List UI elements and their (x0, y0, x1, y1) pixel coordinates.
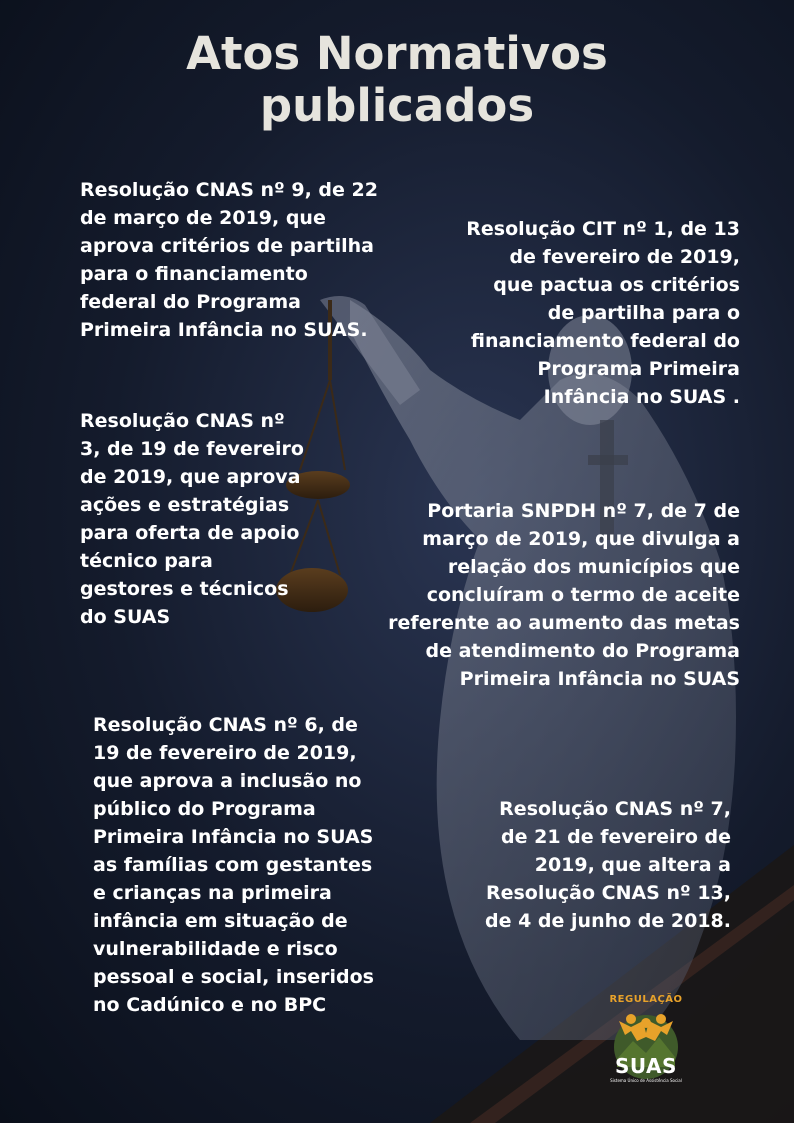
act-line: 19 de fevereiro de 2019, (93, 742, 357, 764)
act-line: ações e estratégias (80, 494, 290, 516)
act-line: Resolução CNAS nº 7, (499, 798, 731, 820)
act-line: relação dos municípios que (447, 556, 740, 578)
act-line: 2019, que altera a (534, 854, 731, 876)
act-line: no Cadúnico e no BPC (93, 994, 327, 1016)
act-line: do SUAS (80, 606, 171, 628)
act-resolucao-cnas-9 (80, 176, 378, 344)
act-line: as famílias com gestantes (93, 854, 373, 876)
act-line: Resolução CNAS nº 13, (485, 882, 731, 904)
act-line: Primeira Infância no SUAS (93, 826, 374, 848)
act-line: e crianças na primeira (93, 882, 332, 904)
act-line: março de 2019, que divulga a (422, 528, 740, 550)
act-resolucao-cit-1 (466, 215, 740, 411)
logo-top-label: REGULAÇÃO (609, 994, 683, 1005)
act-line: de atendimento do Programa (425, 640, 740, 662)
act-line: de março de 2019, que (80, 207, 326, 229)
logo-subtitle: Sistema Único de Assistência Social (610, 1078, 682, 1083)
act-line: gestores e técnicos (80, 578, 289, 600)
act-line: Primeira Infância no SUAS. (80, 319, 368, 341)
act-line: infância em situação de (93, 910, 348, 932)
title-line: Atos Normativos (186, 27, 608, 80)
act-line: federal do Programa (80, 291, 301, 313)
title-line: publicados (259, 79, 535, 132)
act-line: referente ao aumento das metas (388, 612, 740, 634)
act-line: público do Programa (93, 798, 316, 820)
act-line: vulnerabilidade e risco (93, 938, 338, 960)
act-resolucao-cnas-3 (80, 407, 304, 631)
act-line: Resolução CNAS nº (80, 410, 285, 432)
act-line: que pactua os critérios (493, 274, 740, 296)
act-line: de 4 de junho de 2018. (485, 910, 731, 932)
logo-wordmark: SUAS (615, 1054, 677, 1078)
act-line: que aprova a inclusão no (93, 770, 362, 792)
act-line: para oferta de apoio (80, 522, 300, 544)
suas-logo (604, 994, 688, 1083)
act-line: Resolução CNAS nº 6, de (93, 714, 358, 736)
act-line: aprova critérios de partilha (80, 235, 374, 257)
act-line: pessoal e social, inseridos (93, 966, 374, 988)
act-resolucao-cnas-6 (93, 711, 374, 1019)
page-title (0, 28, 794, 132)
act-line: de 2019, que aprova (80, 466, 301, 488)
act-line: de partilha para o (547, 302, 740, 324)
act-line: concluíram o termo de aceite (426, 584, 740, 606)
act-line: de fevereiro de 2019, (509, 246, 740, 268)
act-line: Resolução CNAS nº 9, de 22 (80, 179, 378, 201)
act-line: 3, de 19 de fevereiro (80, 438, 304, 460)
act-line: Infância no SUAS . (543, 386, 740, 408)
act-line: Primeira Infância no SUAS (459, 668, 740, 690)
act-line: para o financiamento (80, 263, 308, 285)
act-line: Programa Primeira (537, 358, 740, 380)
act-line: de 21 de fevereiro de (501, 826, 731, 848)
act-line: técnico para (80, 550, 213, 572)
act-line: Portaria SNPDH nº 7, de 7 de (427, 500, 740, 522)
act-line: Resolução CIT nº 1, de 13 (466, 218, 740, 240)
act-line: financiamento federal do (470, 330, 740, 352)
act-portaria-snpdh-7 (388, 497, 740, 693)
act-resolucao-cnas-7 (485, 795, 731, 935)
